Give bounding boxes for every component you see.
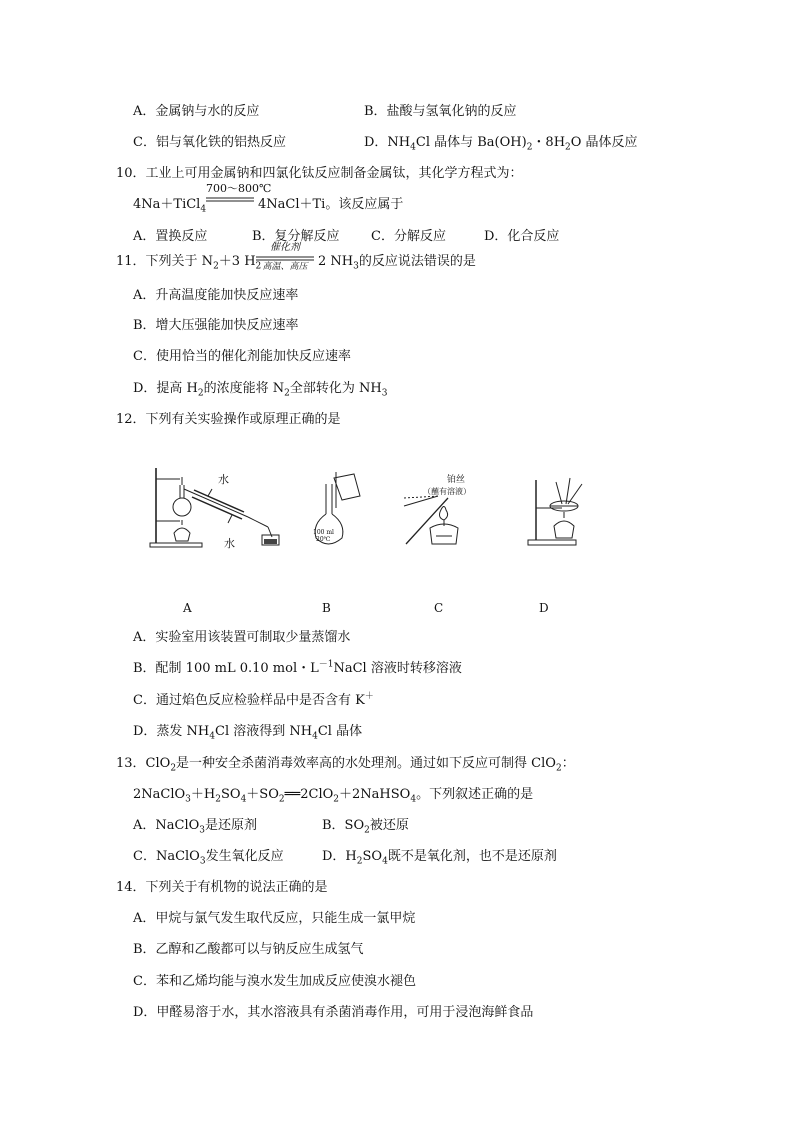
q11-option-b: B．增大压强能加快反应速率: [133, 318, 299, 333]
q11-option-d: D．提高 $H_2$的浓度能将 $N_2$全部转化为 $NH_3$: [133, 381, 388, 399]
q9-option-b: B．盐酸与氢氧化钠的反应: [364, 104, 517, 119]
q10-option-a: A．置换反应: [133, 229, 208, 244]
q14-option-c: C．苯和乙烯均能与溴水发生加成反应使溴水褪色: [133, 974, 416, 989]
q14-stem: 14．下列关于有机物的说法正确的是: [116, 880, 328, 895]
q11-stem-right: 2 $NH_3$的反应说法错误的是: [318, 254, 476, 272]
q10-equation-right: 4NaCl＋Ti。该反应属于: [258, 197, 404, 212]
q13-option-d: D．$H_2SO_4$既不是氧化剂，也不是还原剂: [322, 849, 557, 867]
q10-option-c: C．分解反应: [371, 229, 446, 244]
q13-option-a: A．NaClO$_3$是还原剂: [133, 818, 258, 836]
figure-label-b: B: [322, 601, 331, 615]
q11-condition-bottom: 高温、高压: [262, 262, 308, 272]
q9-option-a: A．金属钠与水的反应: [133, 104, 260, 119]
q13-stem: 13．ClO$_2$是一种安全杀菌消毒效率高的水处理剂。通过如下反应可制得 ClO$_2$：: [116, 756, 575, 774]
q12-stem: 12．下列有关实验操作或原理正确的是: [116, 412, 341, 427]
figure-d-evaporation: [526, 476, 586, 550]
figure-c-label-solution: （蘸有溶液）: [423, 487, 471, 496]
figure-label-a: A: [183, 601, 192, 615]
q11-option-c: C．使用恰当的催化剂能加快反应速率: [133, 349, 351, 364]
q9-option-c: C．铝与氧化铁的铝热反应: [133, 135, 286, 150]
q12-option-d: D．蒸发 $NH_4Cl$ 溶液得到 $NH_4Cl$ 晶体: [133, 724, 363, 742]
q14-option-b: B．乙醇和乙酸都可以与钠反应生成氢气: [133, 942, 364, 957]
q10-option-b: B．复分解反应: [252, 229, 340, 244]
q10-equals-arrow: [206, 196, 254, 204]
figure-label-c: C: [434, 601, 444, 615]
q10-equation-left: 4Na＋TiCl$_4$: [133, 197, 207, 215]
q13-option-c: C．NaClO$_3$发生氧化反应: [133, 849, 284, 867]
figure-b-flask-capacity: 100 ml: [313, 529, 334, 536]
figure-a-water-out-label: 水: [224, 537, 235, 550]
q13-option-b: B．$SO_2$被还原: [322, 818, 409, 836]
figure-a-distillation: [148, 465, 283, 550]
q12-option-c: C．通过焰色反应检验样品中是否含有 K＋: [133, 691, 374, 708]
q14-option-a: A．甲烷与氯气发生取代反应，只能生成一氯甲烷: [133, 911, 416, 926]
q10-condition: 700～800℃: [206, 182, 272, 195]
figure-a-water-in-label: 水: [218, 473, 229, 486]
q12-option-b: B．配制 100 mL 0.10 mol・$L^{-1}NaCl$ 溶液时转移溶液: [133, 659, 462, 676]
q14-option-d: D．甲醛易溶于水，其水溶液具有杀菌消毒作用，可用于浸泡海鲜食品: [133, 1005, 534, 1020]
q10-option-d: D．化合反应: [484, 229, 560, 244]
q9-option-d: D．$NH_4Cl$ 晶体与 $Ba(OH)_2$・$8H_2O$ 晶体反应: [364, 135, 638, 153]
q12-option-a: A．实验室用该装置可制取少量蒸馏水: [133, 630, 351, 645]
q13-equation: $2NaClO_3+H_2SO_4+SO_2══2ClO_2+2NaHSO_4$。下列叙述正确的是: [133, 787, 534, 805]
q11-stem-left: 11．下列关于 $N_2+3$ $H_2$: [116, 254, 262, 272]
figure-b-flask-temperature: 20℃: [316, 536, 331, 543]
figure-c-label-wire: 铂丝: [447, 475, 466, 485]
q11-option-a: A．升高温度能加快反应速率: [133, 288, 299, 303]
figure-label-d: D: [539, 601, 549, 615]
figure-c-flame-test: [400, 494, 472, 552]
q11-condition-top: 催化剂: [270, 242, 300, 253]
q10-stem: 10．工业上可用金属钠和四氯化钛反应制备金属钛，其化学方程式为：: [116, 166, 523, 181]
